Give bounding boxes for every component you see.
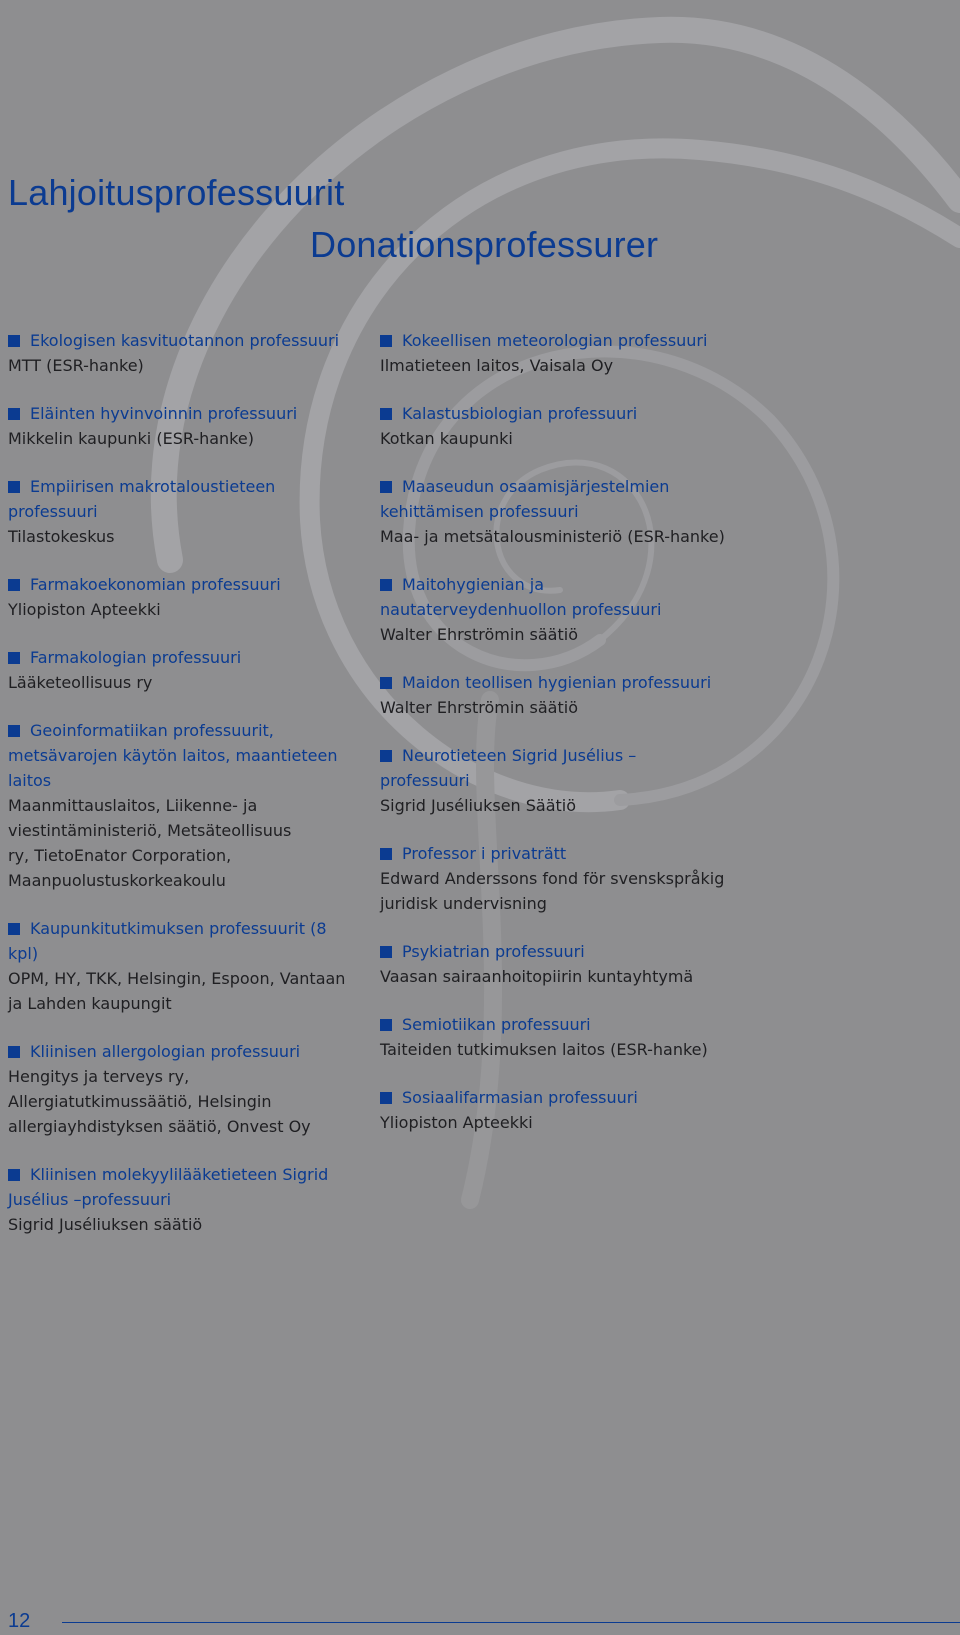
square-bullet-icon: [380, 481, 392, 493]
list-item: [8, 1039, 358, 1139]
item-heading: Professor i privaträtt: [380, 841, 755, 866]
item-heading: Psykiatrian professuuri: [380, 939, 755, 964]
item-heading: Geoinformatiikan professuurit,: [8, 718, 358, 743]
item-heading: professuuri: [380, 771, 470, 790]
item-sponsor: Yliopiston Apteekki: [8, 600, 161, 619]
square-bullet-icon: [380, 335, 392, 347]
item-sponsor: Maanmittauslaitos, Liikenne- ja: [8, 796, 258, 815]
item-sponsor: Tilastokeskus: [8, 527, 115, 546]
square-bullet-icon: [8, 481, 20, 493]
page-title-swedish: Donationsprofessurer: [310, 224, 659, 265]
square-bullet-icon: [380, 579, 392, 591]
item-heading: Eläinten hyvinvoinnin professuuri: [8, 401, 358, 426]
item-sponsor: Ilmatieteen laitos, Vaisala Oy: [380, 356, 614, 375]
item-sponsor: juridisk undervisning: [380, 894, 547, 913]
square-bullet-icon: [8, 652, 20, 664]
item-heading: laitos: [8, 771, 52, 790]
list-item: [8, 328, 358, 378]
item-sponsor: Allergiatutkimussäätiö, Helsingin: [8, 1092, 272, 1111]
item-heading: Kaupunkitutkimuksen professuurit (8 kpl): [8, 919, 327, 963]
list-item: [380, 743, 755, 818]
list-item: [380, 474, 755, 549]
list-item: [8, 718, 358, 893]
square-bullet-icon: [380, 408, 392, 420]
item-sponsor: allergiayhdistyksen säätiö, Onvest Oy: [8, 1117, 311, 1136]
item-sponsor: Maanpuolustuskorkeakoulu: [8, 871, 226, 890]
square-bullet-icon: [380, 677, 392, 689]
item-sponsor: Maa- ja metsätalousministeriö (ESR-hanke): [380, 527, 725, 546]
item-heading: Kliinisen allergologian professuuri: [8, 1039, 358, 1064]
item-heading: Sosiaalifarmasian professuuri: [380, 1085, 755, 1110]
footer-rule: [62, 1622, 960, 1623]
square-bullet-icon: [8, 923, 20, 935]
square-bullet-icon: [8, 1046, 20, 1058]
list-item: [8, 645, 358, 695]
item-sponsor: MTT (ESR-hanke): [8, 356, 144, 375]
item-sponsor: Sigrid Juséliuksen säätiö: [8, 1215, 203, 1234]
list-item: [380, 401, 755, 451]
item-sponsor: Walter Ehrströmin säätiö: [380, 698, 578, 717]
item-sponsor: Yliopiston Apteekki: [380, 1113, 533, 1132]
item-heading: professuuri: [8, 502, 98, 521]
list-item: [8, 474, 358, 549]
item-heading: Semiotiikan professuuri: [380, 1012, 755, 1037]
item-sponsor: ry, TietoEnator Corporation,: [8, 846, 232, 865]
square-bullet-icon: [8, 335, 20, 347]
square-bullet-icon: [8, 725, 20, 737]
item-heading: Jusélius –professuuri: [8, 1190, 172, 1209]
list-item: [380, 841, 755, 916]
item-heading: metsävarojen käytön laitos, maantieteen: [8, 746, 338, 765]
list-item: [8, 1162, 358, 1237]
left-professorship-list: [8, 328, 358, 1260]
list-item: [380, 1085, 755, 1135]
item-sponsor: Mikkelin kaupunki (ESR-hanke): [8, 429, 254, 448]
list-item: [380, 328, 755, 378]
item-heading: kehittämisen professuuri: [380, 502, 579, 521]
square-bullet-icon: [380, 1019, 392, 1031]
right-professorship-list: [380, 328, 755, 1158]
list-item: [8, 572, 358, 622]
item-heading: Maidon teollisen hygienian professuuri: [380, 670, 755, 695]
item-heading: Kliinisen molekyylilääketieteen Sigrid: [8, 1162, 358, 1187]
item-sponsor: OPM, HY, TKK, Helsingin, Espoon, Vantaan: [8, 969, 346, 988]
list-item: [380, 1012, 755, 1062]
page-title-finnish: Lahjoitusprofessuurit: [8, 172, 345, 213]
item-sponsor: viestintäministeriö, Metsäteollisuus: [8, 821, 292, 840]
item-sponsor: Taiteiden tutkimuksen laitos (ESR-hanke): [380, 1040, 708, 1059]
item-heading: nautaterveydenhuollon professuuri: [380, 600, 662, 619]
item-heading: Farmakoekonomian professuuri: [8, 572, 358, 597]
item-sponsor: Edward Anderssons fond för svenskspråkig: [380, 869, 725, 888]
list-item: [8, 916, 358, 1016]
item-heading: Maitohygienian ja: [380, 572, 755, 597]
item-heading: Farmakologian professuuri: [8, 645, 358, 670]
list-item: [380, 572, 755, 647]
list-item: [380, 670, 755, 720]
item-sponsor: Walter Ehrströmin säätiö: [380, 625, 578, 644]
item-sponsor: Vaasan sairaanhoitopiirin kuntayhtymä: [380, 967, 694, 986]
item-heading: Maaseudun osaamisjärjestelmien: [380, 474, 755, 499]
item-sponsor: ja Lahden kaupungit: [8, 994, 172, 1013]
square-bullet-icon: [8, 1169, 20, 1181]
item-sponsor: Sigrid Juséliuksen Säätiö: [380, 796, 577, 815]
page-number: 12: [8, 1610, 31, 1632]
item-heading: Empiirisen makrotaloustieteen: [8, 474, 358, 499]
square-bullet-icon: [380, 750, 392, 762]
square-bullet-icon: [380, 848, 392, 860]
item-heading: Kokeellisen meteorologian professuuri: [380, 328, 755, 353]
item-sponsor: Kotkan kaupunki: [380, 429, 513, 448]
item-heading: Ekologisen kasvituotannon professuuri: [8, 328, 358, 353]
item-sponsor: Hengitys ja terveys ry,: [8, 1067, 190, 1086]
square-bullet-icon: [8, 579, 20, 591]
item-sponsor: Lääketeollisuus ry: [8, 673, 153, 692]
square-bullet-icon: [380, 946, 392, 958]
square-bullet-icon: [380, 1092, 392, 1104]
list-item: [380, 939, 755, 989]
item-heading: Kalastusbiologian professuuri: [380, 401, 755, 426]
item-heading: Neurotieteen Sigrid Jusélius –: [380, 743, 755, 768]
square-bullet-icon: [8, 408, 20, 420]
list-item: [8, 401, 358, 451]
